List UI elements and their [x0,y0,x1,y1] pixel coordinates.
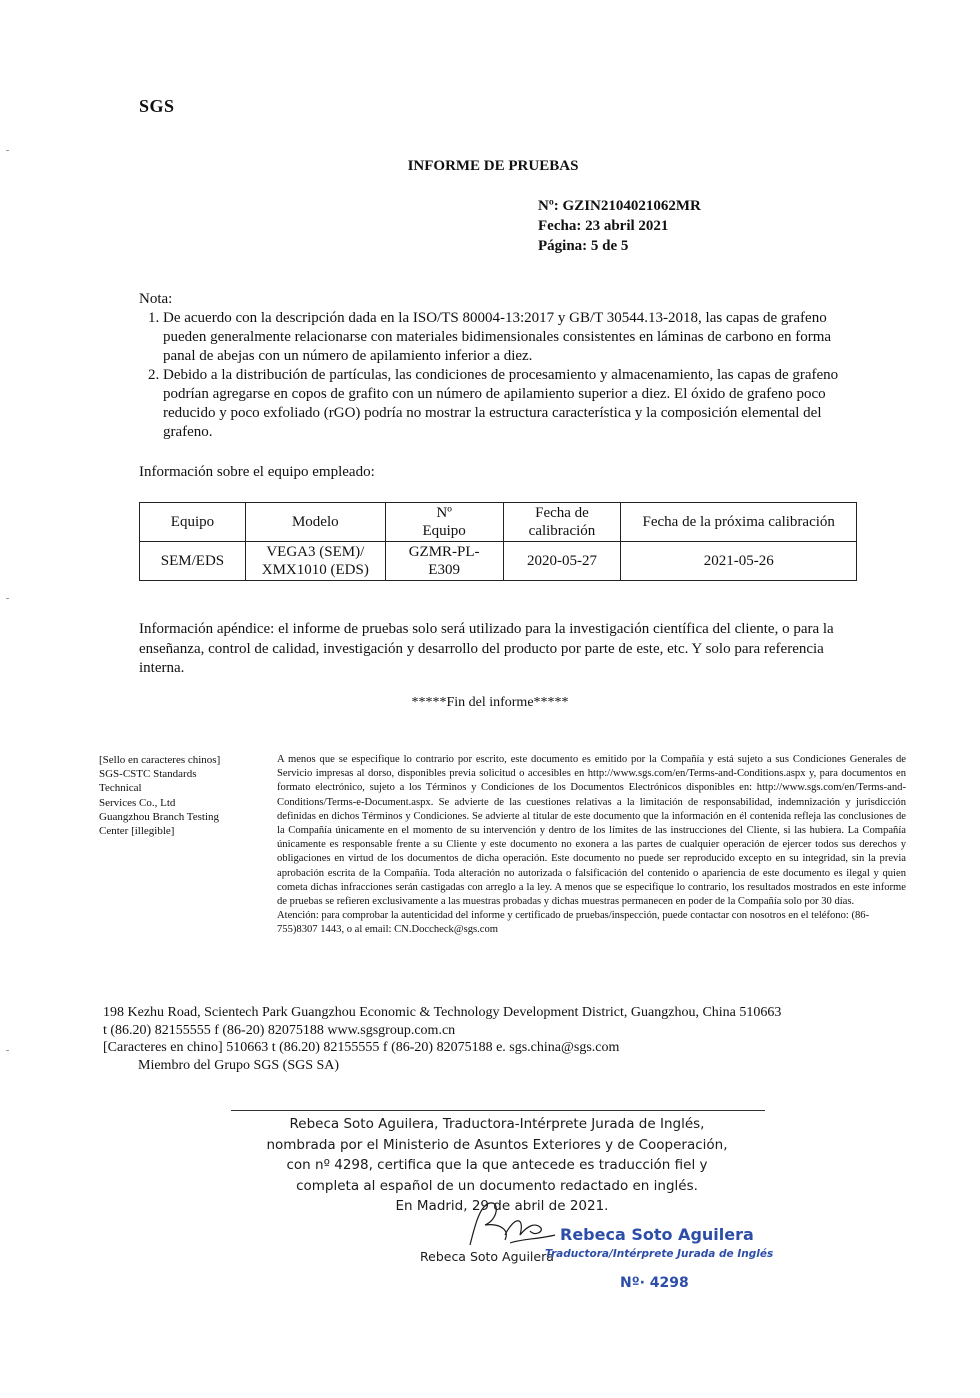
table-header-cell: Modelo [245,503,385,542]
table-header-cell: Nº Equipo [385,503,503,542]
notes-label: Nota: [139,291,173,307]
scan-mark [6,150,9,151]
table-cell: 2020-05-27 [503,542,621,581]
signature-divider [231,1110,765,1111]
scan-mark [6,1050,9,1051]
note-item: 1. De acuerdo con la descripción dada en la ISO/TS 80004-13:2017 y GB/T 30544.13-2018, las capas de grafeno pueden generalmente relacionarse con materiales bidimensionales consistentes en láminas de carbono en forma panal de abejas con un número de apilamiento inferior a diez. [163,309,849,366]
address-line: Miembro del Grupo SGS (SGS SA) [138,1057,340,1073]
note-item: 2. Debido a la distribución de partículas, las condiciones de procesamiento y almacenamiento, las capas de grafeno podrían agregarse en copos de grafito con un número de apilamiento superior a diez. El óxido de grafeno poco reducido y poco exfoliado (rGO) podría no mostrar la estructura característica y la composición elemental del grafeno. [163,366,849,442]
table-row [140,542,857,581]
attention-text: Atención: para comprobar la autenticidad del informe y certificado de pruebas/inspección, puede contactar con nosotros en el teléfono: (86-755)8307 1443, o al email: CN.Doccheck@sgs.com [277,910,870,936]
signer-name: Rebeca Soto Aguilera [420,1249,554,1264]
company-address [103,1004,781,1074]
notes-list [139,309,849,442]
report-meta [538,196,701,256]
notes-section [139,290,849,442]
page-title: INFORME DE PRUEBAS [407,158,579,174]
table-header-cell: Fecha de la próxima calibración [621,503,857,542]
sgs-logo-text: SGS [139,96,175,116]
handwritten-signature [450,1195,560,1255]
report-date: Fecha: 23 abril 2021 [538,218,669,234]
report-page: Página: 5 de 5 [538,238,629,254]
certification-line: En Madrid, 29 de abril de 2021. [395,1198,609,1214]
address-line: [Caracteres en chino] 510663 t (86.20) 82155555 f (86-20) 82075188 e. sgs.china@sgs.com [103,1040,620,1055]
appendix-text: Información apéndice: el informe de pruebas solo será utilizado para la investigación científica del cliente, o para la enseñanza, control de calidad, investigación y desarrollo del producto por parte de este, etc. Y solo para referencia interna. [139,621,834,676]
disclaimer-block [277,753,906,938]
table-cell: VEGA3 (SEM)/ XMX1010 (EDS) [245,542,385,581]
table-cell: GZMR-PL- E309 [385,542,503,581]
certification-line: nombrada por el Ministerio de Asuntos Exteriores y de Cooperación, [266,1136,728,1153]
certification-line: con nº 4298, certifica que la que antecede es traducción fiel y [286,1157,708,1173]
translator-seal-number: Nº· 4298 [620,1275,689,1291]
address-line: t (86.20) 82155555 f (86-20) 82075188 www.sgsgroup.com.cn [103,1022,456,1038]
translator-seal-name: Rebeca Soto Aguilera [560,1225,754,1244]
table-header-row [140,503,857,542]
report-number: Nº: GZIN2104021062MR [538,198,701,214]
certification-line: Rebeca Soto Aguilera, Traductora-Intérprete Jurada de Inglés, [289,1116,705,1132]
scan-mark [6,598,9,599]
stamp-note: [Sello en caracteres chinos] SGS-CSTC Standards Technical Services Co., Ltd Guangzhou Branch Testing Center [illegible] [99,754,221,838]
equipment-label: Información sobre el equipo empleado: [139,464,375,480]
disclaimer-text: A menos que se especifique lo contrario por escrito, este documento es emitido por la Compañía y está sujeto a sus Condiciones Generales de Servicio impresas al dorso, disponibles previa solicitud o accesibles en http://www.sgs.com/en/Terms-and-Conditions.aspx y, para documentos en formato electrónico, sujeto a los Términos y Condiciones de los Documentos Electrónicos disponibles en: http://www.sgs.com/en/Terms-and-Conditions/Terms-e-Document.aspx. Se advierte de las cuestiones relativas a la limitación de responsabilidad, indemnización y jurisdicción definidas en dichos Términos y Condiciones. Se advierte al titular de este documento que la información en él contenida refleja las conclusiones de la Compañía únicamente en el momento de su intervención y dentro de los límites de las instrucciones del Cliente, si las hubiera. La Compañía únicamente es responsable frente a su Cliente y este documento no exonera a las partes de cualquier operación de ejercer todos sus derechos y obligaciones en virtud de los documentos de dicha operación. Este documento no puede ser reproducido excepto en su integridad, sin la previa aprobación escrita de la Compañía. Toda alteración no autorizada o falsificación del contenido o apariencia de este documento es ilegal y quien cometa dichas infracciones serán castigadas con arreglo a la ley. A menos que se especifique lo contrario, los resultados mostrados en este informe de pruebas se refieren exclusivamente a las muestras probadas y dichas muestras permanecen en poder de la Compañía solo por 30 días. [277,754,906,908]
certification-line: completa al español de un documento redactado en inglés. [296,1177,698,1194]
translator-seal-role: Traductora/Intérprete Jurada de Inglés [545,1248,774,1260]
table-cell: 2021-05-26 [621,542,857,581]
address-line: 198 Kezhu Road, Scientech Park Guangzhou Economic & Technology Development District, Guangzhou, China 510663 [103,1005,782,1020]
equipment-table [139,502,857,581]
table-header-cell: Fecha de calibración [503,503,621,542]
table-header-cell: Equipo [140,503,246,542]
end-of-report: *****Fin del informe***** [411,695,569,710]
table-cell: SEM/EDS [140,542,246,581]
